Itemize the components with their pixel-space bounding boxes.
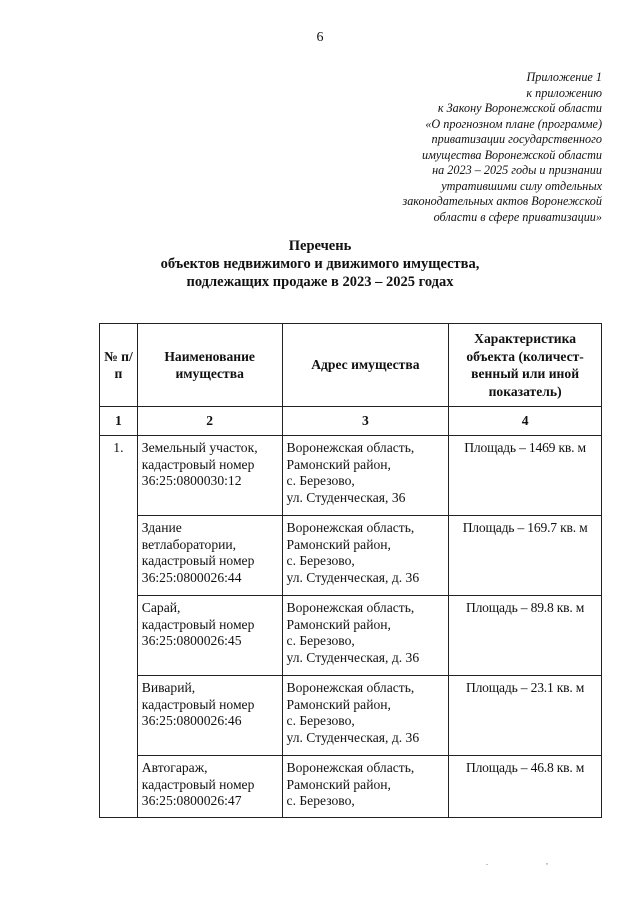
property-name-cell — [137, 596, 282, 676]
address-line: ул. Студенческая, д. 36 — [286, 649, 420, 665]
appendix-line: к приложению — [526, 85, 602, 100]
property-name-cell — [137, 516, 282, 596]
address-line: Воронежская область, — [286, 440, 415, 455]
address-cell — [282, 596, 449, 676]
address-line: с. Березово, — [286, 553, 355, 568]
name-line: кадастровый номер — [141, 553, 255, 568]
title-line: Перечень — [288, 238, 352, 254]
document-title — [0, 237, 640, 291]
address-line: с. Березово, — [286, 473, 355, 488]
name-line: кадастровый номер — [141, 616, 255, 632]
address-cell — [282, 436, 449, 516]
property-name-cell — [137, 676, 282, 756]
appendix-line: к Закону Воронежской области — [437, 101, 602, 115]
property-name-cell — [137, 756, 282, 818]
row-number: 1. — [100, 436, 138, 818]
characteristic-cell: Площадь – 23.1 кв. м — [449, 676, 602, 756]
name-line: Здание — [141, 520, 182, 535]
appendix-line: Приложение 1 — [526, 70, 602, 84]
appendix-note — [342, 70, 602, 225]
table-row — [100, 596, 602, 676]
name-line: Сарай, — [141, 600, 181, 615]
characteristic-cell: Площадь – 46.8 кв. м — [449, 756, 602, 818]
name-line: кадастровый номер — [141, 696, 255, 712]
table-row — [100, 516, 602, 596]
property-name-cell — [137, 436, 282, 516]
header-name: Наименование имущества — [137, 324, 282, 407]
property-table — [99, 323, 602, 818]
header-characteristic: Характеристика объекта (количест-венный или иной показатель) — [449, 324, 602, 407]
name-line: 36:25:0800026:46 — [141, 713, 242, 728]
appendix-line: имущества Воронежской области — [421, 147, 602, 162]
address-line: Воронежская область, — [286, 600, 415, 615]
name-line: 36:25:0800026:45 — [141, 633, 242, 648]
address-line: с. Березово, — [286, 633, 355, 648]
scan-speck: , — [546, 857, 548, 866]
name-line: 36:25:0800026:47 — [141, 793, 242, 808]
table-row — [100, 436, 602, 516]
address-cell — [282, 516, 449, 596]
name-line: кадастровый номер — [141, 776, 255, 792]
appendix-line: области в сфере приватизации» — [433, 209, 602, 224]
address-line: Рамонский район, — [286, 536, 391, 552]
address-line: ул. Студенческая, д. 36 — [286, 729, 420, 745]
column-number: 2 — [137, 407, 282, 436]
page-number: 6 — [316, 30, 324, 45]
name-line: кадастровый номер — [141, 456, 255, 472]
appendix-line: законодательных актов Воронежской — [402, 194, 602, 208]
appendix-line: приватизации государственного — [431, 132, 602, 146]
address-cell — [282, 676, 449, 756]
table-row — [100, 756, 602, 818]
name-line: ветлаборатории, — [141, 536, 237, 552]
address-cell — [282, 756, 449, 818]
address-line: Рамонский район, — [286, 776, 391, 792]
address-line: Рамонский район, — [286, 616, 391, 632]
header-address: Адрес имущества — [282, 324, 449, 407]
appendix-line: на 2023 – 2025 годы и признании — [432, 163, 602, 177]
title-line: подлежащих продаже в 2023 – 2025 годах — [186, 274, 454, 290]
address-line: Рамонский район, — [286, 696, 391, 712]
appendix-line: «О прогнозном плане (программе) — [425, 116, 602, 131]
address-line: ул. Студенческая, 36 — [286, 489, 406, 505]
table-row — [100, 676, 602, 756]
appendix-line: утратившими силу отдельных — [441, 178, 602, 193]
column-number: 3 — [282, 407, 449, 436]
column-number: 4 — [449, 407, 602, 436]
address-line: Воронежская область, — [286, 520, 415, 535]
column-number-row — [100, 407, 602, 436]
characteristic-cell: Площадь – 169.7 кв. м — [449, 516, 602, 596]
name-line: Автогараж, — [141, 760, 208, 775]
characteristic-cell: Площадь – 89.8 кв. м — [449, 596, 602, 676]
characteristic-cell: Площадь – 1469 кв. м — [449, 436, 602, 516]
column-number: 1 — [100, 407, 138, 436]
address-line: Воронежская область, — [286, 760, 415, 775]
header-number: № п/п — [100, 324, 138, 407]
title-line: объектов недвижимого и движимого имущества, — [160, 256, 480, 272]
name-line: Земельный участок, — [141, 440, 258, 455]
address-line: Рамонский район, — [286, 456, 391, 472]
address-line: с. Березово, — [286, 793, 355, 808]
table-header-row — [100, 324, 602, 407]
name-line: Виварий, — [141, 680, 196, 695]
name-line: 36:25:0800026:44 — [141, 569, 242, 585]
address-line: с. Березово, — [286, 713, 355, 728]
address-line: ул. Студенческая, д. 36 — [286, 569, 420, 585]
scan-speck: . — [486, 858, 488, 867]
address-line: Воронежская область, — [286, 680, 415, 695]
name-line: 36:25:0800030:12 — [141, 473, 242, 488]
